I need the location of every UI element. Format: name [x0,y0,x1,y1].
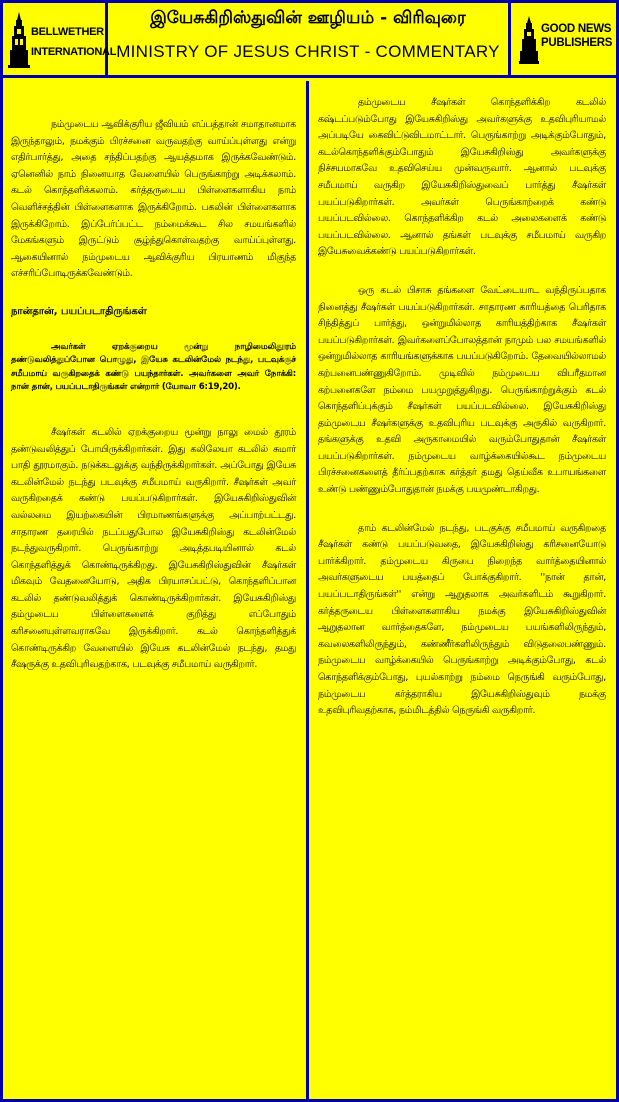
title-tamil: இயேசுகிறிஸ்துவின் ஊழியம் - விரிவுரை [150,8,466,28]
left-paragraph-1: நம்முடைய ஆவிக்குரிய ஜீவியம் எப்பத்தான் சமாதானமாக இருந்தாலும், நமக்கும் பிரச்சனை வருவதற்கு வாய்ப்புள்ளது என்று எதிர்பார்த்து, அதை சந்திப்பதற்கு ஆயத்தமாக இருக்கவேண்டும். ஏனெனில் நாம் நினையாத வேளையில் பெருங்காற்று அடிக்கலாம். கடல் கொந்தளிக்கலாம். கர்த்தருடைய பிள்ளைகளாகிய நாம் வெளிச்சத்தின் பிள்ளைகளாக இருக்கிறோம். பகலின் பிள்ளைகளாக இருக்கிறோம். இப்பேர்ப்பட்ட நம்மைக்கூட சில சமயங்களில் மேகங்களும் இருட்டும் சூழ்ந்துகொள்வதற்கு வாய்ப்புள்ளது. ஆகையினால் நம்முடைய ஆவிக்குரிய பிரயாணம் மிகுந்த எச்சரிப்போடிருக்கவேண்டும். [11,119,296,280]
left-column [3,81,309,1099]
left-logo-line1: BELLWETHER [31,26,104,38]
left-paragraph-2: சீஷர்கள் கடலில் ஏறக்குறைய மூன்று நாலு மைல் தூரம் தண்டுவலித்துப் போயிருக்கிறார்கள். இது கலிலேயா கடலில் சுமார் பாதி தூரமாகும். நடுக்கடலுக்கு வந்திருக்கிறார்கள். அப்போது இயேசு கடலின்மேல் நடந்து படவுக்கு சமீபமாய் வருகிறார். சீஷர்கள் அவர் வருகிறதைக் கண்டு பயப்படுகிறார்கள். இயேசுகிறிஸ்துவின் வல்லமை இயற்கையின் பிரமாணங்களுக்கு அப்பாற்பட்டது. சாதாரண தரையில் நடப்பதுபோல இயேசுகிறிஸ்து கடலின்மேல் நடந்துவருகிறார். பெருங்காற்று அடித்தபடியினால் கடல் கொந்தளித்துக் கொண்டிருக்கிறது. இயேசுகிறிஸ்துவின் சீஷர்கள் மிகவும் வேதனையோடு, அதிக பிரயாசப்பட்டு, கொந்தளிப்பான கடலில் தண்டுவலித்துக் கொண்டிருக்கிறார்கள். இயேசுகிறிஸ்து தம்முடைய பிள்ளைகளைக் குறித்து எப்போதும் கரிசனையுள்ளவராகவே இருக்கிறார். கடல் கொந்தளித்துக் கொண்டிருக்கிற வேளையில் இயேசு கடலின்மேல் நடந்து, தமது சீஷருக்கு உதவிபுரிவதற்காக, படவுக்கு சமீபமாய் வருகிறார். [11,426,296,671]
header-title-block [108,0,511,78]
title-english: MINISTRY OF JESUS CHRIST - COMMENTARY [116,42,500,61]
scripture-verse: அவர்கள் ஏறக்குறைய மூன்று நாழிமைலிதூரம் தண்டுவலித்துப்போன பொழுது, இயேசு கடலின்மேல் நடந்து, படவுக்குச் சமீபமாய் வருகிறதைக் கண்டு பயந்தார்கள். அவர்களை அவர் நோக்கி: நான் தான், பயப்படாதிருங்கள் என்றார் (யோவா 6:19,20). [11,341,296,393]
left-logo-line2: INTERNATIONAL [31,46,117,58]
right-paragraph-3: தாம் கடலின்மேல் நடந்து, படகுக்கு சமீபமாய் வருகிறதை சீஷர்கள் கண்டு பயப்படுவதை, இயேசுகிறிஸ்து கரிசனையோடு பார்க்கிறார். தம்முடைய கிருபை நிறைந்த வார்த்தையினால் அவர்களுடைய பயத்தைப் போக்குகிறார். ''நான் தான், பயப்படாதிருங்கள்'' என்று ஆறுதலாக அவர்களிடம் கூறுகிறார். கர்த்தருடைய பிள்ளைகளாகிய நமக்கு இயேசுகிறிஸ்துவின் ஆறுதலான வார்த்தைகளே, நம்முடைய பயங்களிலிருந்தும், கவலைகளிலிருந்தும், கண்ணீர்களிலிருந்தும் விடுதலைபண்ணும். நம்முடைய வாழ்க்கையில் பெருங்காற்று அடிக்கும்போது, கடல் கொந்தளிக்கும்போது, புயல்காற்று நம்மை நெருங்கி வரும்போது, நம்முடைய கர்த்தராகிய இயேசுகிறிஸ்துவும் நமக்கு உதவிபுரிவதற்காக, நம்மிடத்தில் நெருங்கி வருகிறார். [318,522,606,717]
right-column [309,81,616,1099]
bellwether-logo [0,0,117,78]
page-header [0,0,619,78]
good-news-logo [511,0,619,78]
right-paragraph-2: ஒரு கடல் பிசாசு தங்களை வேட்டையாட வந்திருப்பதாக நினைத்து சீஷர்கள் பயப்படுகிறார்கள். சாதாரண காரியத்தை பெரிதாக சிந்தித்துப் பார்த்து, ஒன்றுமில்லாத காரியத்திற்காக சீஷர்கள் பயப்படுகிறார்கள். இவர்களைப்போலத்தான் நாமும் பல சமயங்களில் ஒன்றுமில்லாத காரியங்களுக்காக பயப்படுகிறோம். தேவையில்லாமல் கற்பனைபண்ணுகிறோம். முடிவில் நம்முடைய விபரீதமான கற்பனைகளே நம்மை பயமுறுத்துகிறது. பெருங்காற்றுக்கும் கடல் கொந்தளிப்புக்கும் சீஷர்கள் பயப்படவில்லை. இயேசுகிறிஸ்து தம்முடைய சீஷர்களுக்கு உதவிபுரிய படவுக்கு அருகில் வருகிறார். தங்களுக்கு உதவி அருகாமையில் வரும்போதுதான் சீஷர்கள் பயப்படுகிறார்கள். நம்முடைய வாழ்க்கையில்கூட நம்முடைய பிரச்சனைகளைத் தீர்ப்பதற்காக கர்த்தர் தமது தெய்வீக உபாயங்களை உண்டு பண்ணும்போதுதான் நமக்கு பயமுண்டாகிறது. [318,284,606,496]
right-logo-line1: GOOD NEWS [541,23,612,35]
subheading: நான்தான், பயப்படாதிருங்கள் [11,305,147,317]
right-paragraph-1: தம்முடைய சீஷர்கள் கொந்தளிக்கிற கடலில் கஷ்டப்படும்போது இயேசுகிறிஸ்து அவர்களுக்கு உதவிபுரியாமல் அப்படியே கைவிட்டுவிடமாட்டார். பெருங்காற்று அடிக்கும்போதும், கடல்கொந்தளிக்கும்போதும் இயேசுகிறிஸ்து அவர்களுக்கு நிச்சயமாகவே உதவிசெய்ய முன்வருவார். ஆனால் படவுக்கு சமீபமாய் வருகிற இயேசுகிறிஸ்துவைப் பார்த்து சீஷர்கள் பயப்படுகிறார்கள். அவர்கள் பெருங்காற்றைக் கண்டு பயப்படவில்லை. கொந்தளிக்கிற கடல் அலைகளைக் கண்டு பயப்படவில்லை. ஆனால் தங்கள் படவுக்கு சமீபமாய் வருகிற இயேசுவைக்கண்டு பயப்படுகிறார்கள். [318,97,606,258]
bell-tower-icon [8,12,30,68]
right-logo-line2: PUBLISHERS [541,37,613,49]
bell-tower-icon [519,16,539,64]
